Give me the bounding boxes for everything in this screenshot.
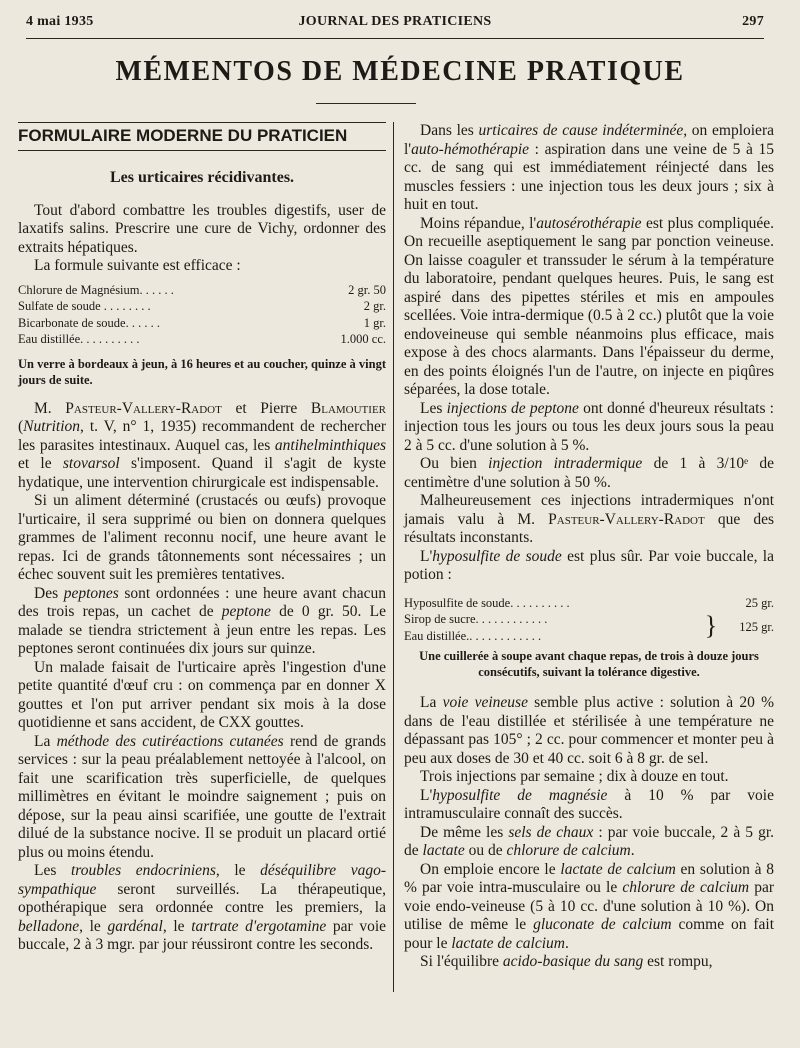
paragraph-acido-basique: Si l'équilibre acido-basique du sang est rompu, <box>420 953 713 970</box>
term: hyposulfite de magnésie <box>432 786 608 804</box>
formula-ingredient: Sirop de sucre. . . . . . . . . . . . <box>404 612 548 626</box>
formula-amount: 2 gr. 50 <box>348 282 386 297</box>
formula-amount: 1 gr. <box>363 315 386 330</box>
term: troubles endocriniens <box>70 862 216 879</box>
paragraph-peptone-injections: Les injections de peptone ont donné d'heureux résultats : injection tous les jours ou tous les deux jours sous la peau 2 à 5 cc. d'une solution à 5 %. <box>404 399 774 454</box>
paragraph-endocrine: Les troubles endocriniens, le déséquilibre vago-sympathique seront surveillés. La thérapeutique, opothérapique sera ordonnée contre les premiers, la belladone, le gardénal, le tartrate d'ergotamine par voie buccale, 2 à 3 mgr. par jour réussiront contre les seconds. <box>18 862 387 953</box>
term: belladone <box>18 917 80 935</box>
formula-ingredient: Sulfate de soude . . . . . . . . <box>18 299 151 313</box>
term: sels de chaux <box>508 823 594 841</box>
term: lactate de calcium <box>451 934 565 952</box>
term: urticaires de cause indéterminée <box>478 122 684 139</box>
paragraph-parasites: M. Pasteur-Vallery-Radot et Pierre Blamoutier (Nutrition, t. V, n° 1, 1935) recommandent de rechercher les parasites intestinaux. Auquel cas, les antihelminthiques et le stovarsol s'imposent. Quand il s'agit de kyste hydatique, une intervention chirurgicale est indispensable. <box>18 399 387 491</box>
potion-formula <box>404 595 774 645</box>
formula-ingredient: Bicarbonate de soude. . . . . . <box>18 315 160 330</box>
term: autosérothérapie <box>536 214 642 232</box>
term: déséquilibre vago-sympathique <box>18 862 387 898</box>
article-title: Les urticaires récidivantes. <box>109 169 295 186</box>
formula-amount: 2 gr. <box>363 299 386 313</box>
paragraph-aliment: Si un aliment déterminé (crustacés ou œufs) provoque l'urticaire, il sera supprimé ou bien on donnera quelques grammes de l'aliment reconnu nocif, une heure avant le repas. Ici de grands tâtonnements sont nécessaires ; un échec souvent suit les premières tentatives. <box>18 492 386 583</box>
term: auto-hémothérapie <box>411 140 530 158</box>
author-name: M. Pasteur-Vallery-Radot <box>34 399 222 417</box>
paragraph-intro: Tout d'abord combattre les troubles digestifs, user de laxatifs salins. Prescrire une cure de Vichy, ordonner des extraits hépatiques. <box>18 201 386 256</box>
formula-row <box>18 298 386 315</box>
potion-note: Une cuillerée à soupe avant chaque repas, de trois à douze jours consécutifs, suivant la tolérance digestive. <box>419 649 759 679</box>
paragraph-chaux: De même les sels de chaux : par voie buccale, 2 à 5 gr. de lactate ou de chlorure de calcium. <box>404 823 775 859</box>
paragraph-magnesie: L'hyposulfite de magnésie à 10 % par voie intramusculaire connaît des succès. <box>404 786 774 822</box>
term: tartrate d'ergotamine <box>191 917 327 935</box>
term: stovarsol <box>62 455 120 472</box>
page-number: 297 <box>742 14 764 29</box>
formula-row <box>18 315 386 332</box>
formula-ingredient: Hyposulfite de soude. . . . . . . . . . <box>404 595 570 610</box>
formula-note: Un verre à bordeaux à jeun, à 16 heures et au coucher, quinze à vingt jours de suite. <box>18 356 386 387</box>
paragraph-autosero: Moins répandue, l'autosérothérapie est plus compliquée. On recueille aseptiquement le sang par ponction veineuse. On laisse coaguler et transsuder le sérum à la température du laboratoire, pendant quelques heures. Puis, le sang est aspiré dans des pipettes stériles et mis en ampoules scellées. Voie intra-dermique (0.5 à 2 cc.) plutôt que la voie endoveineuse qui semble néanmoins plus efficace, mais expose à des chocs alarmants. Dans l'épaisseur du derme, en des points éloignés l'un de l'autre, on injecte en piqûres séparées, la dose totale. <box>404 214 774 398</box>
paragraph-autohemo: Dans les urticaires de cause indéterminée, on emploiera l'auto-hémothérapie : aspiration dans une veine de 5 à 15 cc. de sang qui est immédiatement réinjecté dans les muscles fessiers : une injection tous les deux jours ; six à huit en tout. <box>404 122 774 213</box>
running-head <box>26 14 764 36</box>
formula-list <box>18 282 386 348</box>
formula-amount: 125 gr. <box>739 620 774 635</box>
term: hyposulfite de soude <box>432 547 562 565</box>
paragraph-oeuf: Un malade faisait de l'urticaire après l'ingestion d'une petite quantité d'œuf cru : on commença par en donner X gouttes et l'on put arriver pendant six mois à la dose quotidienne et sans accident, de CXX gouttes. <box>18 658 386 731</box>
brace-symbol: } <box>704 611 718 640</box>
header-rule <box>26 38 764 39</box>
journal-ref: Nutrition <box>23 418 81 435</box>
formula-row <box>404 595 774 612</box>
term: injections de peptone <box>446 399 579 417</box>
formula-amount: 1.000 cc. <box>340 332 386 346</box>
right-column <box>404 122 774 972</box>
column-divider <box>393 122 394 992</box>
term: chlorure de calcium <box>622 879 750 896</box>
formula-intro: La formule suivante est efficace : <box>34 257 241 274</box>
term: peptone <box>221 603 271 620</box>
formula-amount: 25 gr. <box>745 595 774 610</box>
paragraph-intradermic: Ou bien injection intradermique de 1 à 3/10ᵉ de centimètre d'une solution à 50 %. <box>404 455 775 491</box>
formula-ingredient: Eau distillée.. . . . . . . . . . . . <box>404 628 542 643</box>
term: acido-basique du sang <box>502 953 644 970</box>
term: voie veineuse <box>442 694 528 711</box>
journal-name: JOURNAL DES PRATICIENS <box>298 14 492 29</box>
term: antihelminthiques <box>274 436 386 454</box>
term: méthode des cutiréactions cutanées <box>56 732 284 750</box>
paragraph-calcium: On emploie encore le lactate de calcium en solution à 8 % par voie intra-musculaire ou le chlorure de calcium par voie endo-veineuse (5 à 10 cc. d'une solution à 10 %). On utilise de même le gluconate de calcium comme on fait pour le lactate de calcium. <box>404 860 775 952</box>
formula-row <box>18 282 386 299</box>
term: lactate <box>422 842 465 859</box>
section-heading: FORMULAIRE MODERNE DU PRATICIEN <box>18 122 386 151</box>
author-name: Blamoutier <box>310 399 386 417</box>
term: lactate de calcium <box>560 860 676 878</box>
formula-row <box>18 331 386 348</box>
term: peptones <box>63 584 119 602</box>
paragraph-cutireactions: La méthode des cutiréactions cutanées rend de grands services : sur la peau préalablement nettoyée à l'alcool, on fait une scarification très superficielle, de quelques millimètres en évitant le moindre saignement ; puis on dépose, sur la peau ainsi scarifiée, une goutte de l'extrait dilué de la substance nocive. Il se produit un placard ortié plus ou moins étendu. <box>18 732 386 861</box>
paragraph-peptones: Des peptones sont ordonnées : une heure avant chacun des trois repas, un cachet de peptone de 0 gr. 50. Le malade se tiendra strictement à jeun entre les repas. Les peptones seront continuées dix jours sur quinze. <box>18 584 387 657</box>
term: chlorure de calcium <box>506 842 631 859</box>
issue-date: 4 mai 1935 <box>26 14 94 29</box>
formula-ingredient: Eau distillée. . . . . . . . . . <box>18 332 140 346</box>
term: gardénal <box>107 917 163 935</box>
author-name: Pasteur-Vallery-Radot <box>548 510 705 528</box>
title-rule <box>316 103 416 104</box>
paragraph-hyposulfite: L'hyposulfite de soude est plus sûr. Par voie buccale, la potion : <box>404 547 774 583</box>
paragraph-inconstant: Malheureusement ces injections intradermiques n'ont jamais valu à M. Pasteur-Vallery-Radot que des résultats inconstants. <box>404 492 774 546</box>
page-title: MÉMENTOS DE MÉDECINE PRATIQUE <box>115 56 685 87</box>
paragraph-trois-injections: Trois injections par semaine ; dix à douze en tout. <box>420 768 729 785</box>
formula-ingredient: Chlorure de Magnésium. . . . . . <box>18 282 174 297</box>
term: injection intradermique <box>488 455 643 472</box>
formula-brace-group <box>404 611 774 644</box>
term: gluconate de calcium <box>533 916 672 933</box>
paragraph-voie-veineuse: La voie veineuse semble plus active : solution à 20 % dans de l'eau distillée et stérilisée à une température ne dépassant pas 105° ; 2 cc. pour commencer et monter peu à peu aux doses de 30 et 40 cc. soit 6 à 8 gr. de sel. <box>404 694 774 767</box>
left-column <box>18 122 386 955</box>
